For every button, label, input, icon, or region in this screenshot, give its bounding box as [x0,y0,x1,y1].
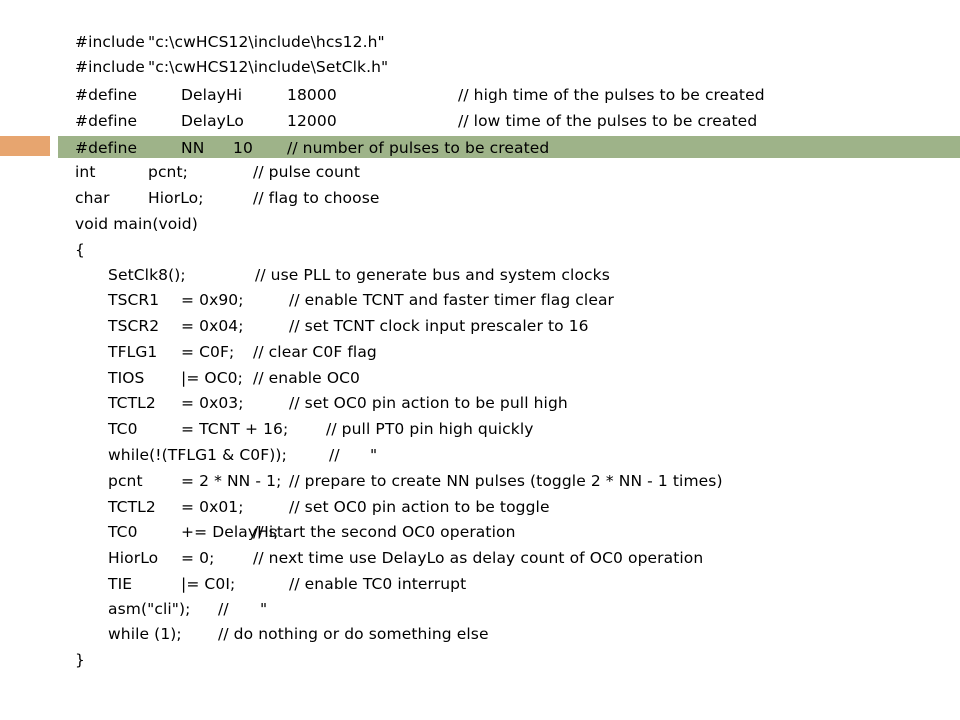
code-token: // prepare to create NN pulses (toggle 2 * NN - 1 times) [289,472,723,490]
code-line [0,160,960,185]
code-token: = 0x01; [181,498,244,516]
code-token: void main(void) [75,215,198,233]
code-token: // next time use DelayLo as delay count of OC0 operation [253,549,704,567]
code-token: int [75,163,96,181]
code-token: // set TCNT clock input prescaler to 16 [289,317,589,335]
code-token: // use PLL to generate bus and system clocks [255,266,610,284]
code-line [0,469,960,494]
code-token: = 0x04; [181,317,244,335]
code-token: TIOS [108,369,145,387]
code-line [0,622,960,647]
code-token: = 0; [181,549,215,567]
code-line [0,263,960,288]
code-line [0,417,960,442]
code-line [0,340,960,365]
code-line [0,83,960,108]
code-token: TCTL2 [108,498,156,516]
code-token: += DelayHi; [181,523,279,541]
code-line [0,288,960,313]
code-token: = 0x03; [181,394,244,412]
code-token: // set OC0 pin action to be toggle [289,498,550,516]
code-line [0,495,960,520]
code-token: // enable TC0 interrupt [289,575,467,593]
code-line [0,109,960,134]
code-token: while (1); [108,625,182,643]
code-token: // pull PT0 pin high quickly [326,420,534,438]
code-token: #define [75,139,138,157]
code-token: = TCNT + 16; [181,420,289,438]
code-token: // high time of the pulses to be created [458,86,765,104]
code-token: // enable TCNT and faster timer flag clear [289,291,615,309]
code-token: // do nothing or do something else [218,625,489,643]
code-token: } [75,651,85,669]
code-token: char [75,189,110,207]
code-token: // clear C0F flag [253,343,377,361]
code-token: " [260,600,268,618]
code-line [0,55,960,80]
code-token: HiorLo; [148,189,204,207]
code-token: pcnt [108,472,143,490]
code-token: // set OC0 pin action to be pull high [289,394,568,412]
code-token: TIE [108,575,133,593]
code-line [0,186,960,211]
code-token: // [218,600,229,618]
code-line [0,572,960,597]
code-token: " [370,446,378,464]
code-token: SetClk8(); [108,266,186,284]
code-token: #define [75,112,138,130]
code-token: TFLG1 [108,343,158,361]
code-token: // number of pulses to be created [287,139,550,157]
code-token: HiorLo [108,549,159,567]
code-token: 12000 [287,112,337,130]
code-token: TSCR1 [108,291,160,309]
code-line [0,391,960,416]
code-token: "c:\cwHCS12\include\hcs12.h" [148,33,385,51]
code-token: // [329,446,340,464]
code-token: DelayLo [181,112,244,130]
code-line [0,366,960,391]
code-token: |= OC0; [181,369,243,387]
code-line [0,597,960,622]
code-token: |= C0I; [181,575,236,593]
code-token: TC0 [108,523,138,541]
code-line [0,136,960,161]
code-token: // enable OC0 [253,369,361,387]
code-line [0,212,960,237]
code-token: // start the second OC0 operation [253,523,516,541]
code-token: TSCR2 [108,317,160,335]
code-line [0,30,960,55]
code-token: 18000 [287,86,337,104]
code-token: asm("cli"); [108,600,191,618]
code-line [0,314,960,339]
code-token: { [75,241,85,259]
code-token: #include [75,33,145,51]
code-token: #include [75,58,145,76]
code-token: // flag to choose [253,189,380,207]
code-token: TCTL2 [108,394,156,412]
code-token: 10 [233,139,253,157]
code-token: // pulse count [253,163,361,181]
code-line [0,520,960,545]
code-token: while(!(TFLG1 & C0F)); [108,446,287,464]
code-line [0,648,960,673]
code-token: pcnt; [148,163,188,181]
code-line [0,238,960,263]
code-token: NN [181,139,205,157]
code-token: // low time of the pulses to be created [458,112,758,130]
code-token: = 2 * NN - 1; [181,472,282,490]
code-line [0,546,960,571]
code-token: #define [75,86,138,104]
code-token: "c:\cwHCS12\include\SetClk.h" [148,58,389,76]
code-line [0,443,960,468]
code-token: = 0x90; [181,291,244,309]
code-token: DelayHi [181,86,243,104]
code-token: = C0F; [181,343,235,361]
code-token: TC0 [108,420,138,438]
